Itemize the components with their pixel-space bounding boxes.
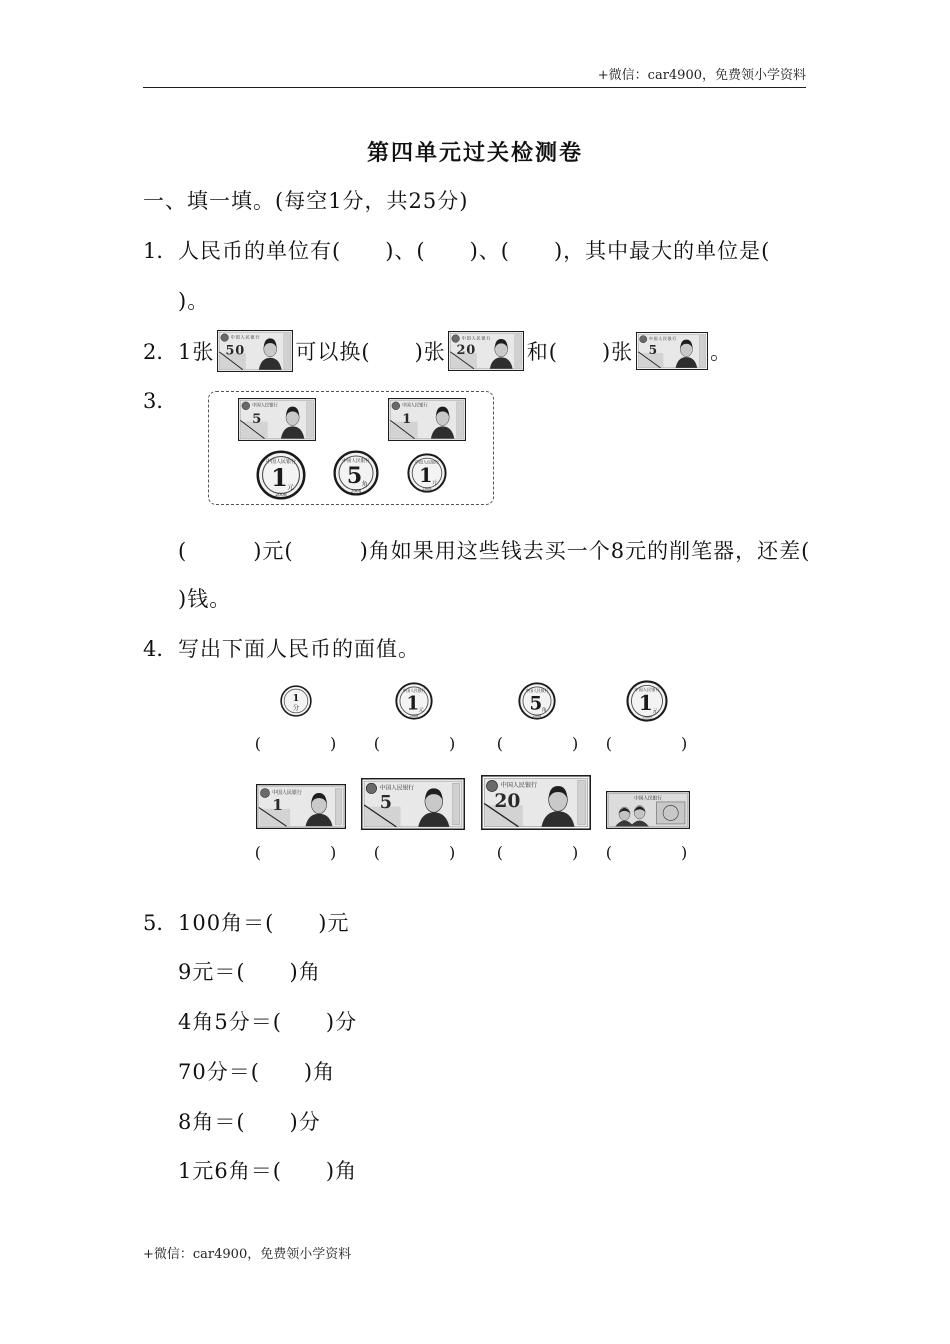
banknote-drawing xyxy=(238,398,316,441)
conversion-item: 4角5分＝( )分 xyxy=(178,1010,358,1034)
coin-drawing xyxy=(407,453,447,493)
conversion-row xyxy=(178,1155,357,1185)
note-denomination: 50 xyxy=(225,343,246,359)
page-title: 第四单元过关检测卷 xyxy=(366,140,583,166)
banknote-drawing xyxy=(361,778,465,830)
coin-denomination: 1 xyxy=(292,693,300,704)
note-side-band xyxy=(578,781,586,825)
note-side-band xyxy=(335,789,341,825)
banknote-drawing xyxy=(388,398,466,441)
footer-watermark: +微信：car4900，免费领小学资料 xyxy=(143,1247,352,1262)
note-issuer: 中国人民银行 xyxy=(272,789,302,796)
national-emblem-icon xyxy=(640,336,647,343)
coin-drawing xyxy=(395,682,433,720)
coin-denomination: 1 xyxy=(271,463,288,492)
conversion-item: 8角＝( )分 xyxy=(178,1110,321,1134)
coin-drawing xyxy=(280,685,312,717)
banknote-5-yuan xyxy=(361,778,465,830)
question-number: 4． xyxy=(143,637,178,661)
question-2-text-a: 1张 xyxy=(178,340,215,364)
note-side-band xyxy=(515,335,520,367)
coin-1-yuan xyxy=(256,450,306,500)
coin-unit: 分 xyxy=(292,703,300,712)
coin-issuer: 中国人民银行 xyxy=(402,687,426,693)
note-side-band xyxy=(307,402,312,437)
banknote-drawing xyxy=(606,791,690,829)
banknote-drawing xyxy=(481,775,591,830)
note-side-band xyxy=(284,334,289,368)
banknote-1-yuan xyxy=(388,398,466,441)
coin-1-fen xyxy=(280,685,312,717)
coin-unit: 角 xyxy=(361,480,368,488)
coin-unit: 角 xyxy=(541,707,547,714)
coin-issuer: 中国人民银行 xyxy=(415,459,439,465)
note-issuer: 中国人民银行 xyxy=(634,796,662,802)
conversion-item: 100角＝( )元 xyxy=(178,911,350,935)
question-1-text-end: )。 xyxy=(178,289,210,313)
coin-drawing xyxy=(256,450,306,500)
note-issuer: 中国人民银行 xyxy=(461,335,491,341)
answer-blank: ( ) xyxy=(254,843,338,862)
note-issuer: 中国人民银行 xyxy=(649,335,678,341)
question-3-text xyxy=(178,535,810,565)
national-emblem-icon xyxy=(242,402,250,410)
coin-issuer: 中国人民银行 xyxy=(634,686,660,692)
question-number: 2． xyxy=(143,340,178,364)
note-denomination: 5 xyxy=(648,343,659,358)
question-3-continued xyxy=(178,583,231,613)
national-emblem-icon xyxy=(392,402,400,410)
banknote-50-yuan xyxy=(217,330,293,372)
conversion-row xyxy=(178,1006,357,1036)
note-issuer: 中国人民银行 xyxy=(500,782,538,790)
coin-drawing xyxy=(333,450,379,496)
note-side-band xyxy=(700,336,705,367)
answer-blank: ( ) xyxy=(373,734,457,753)
coin-5-jiao xyxy=(333,450,379,496)
note-denomination: 20 xyxy=(494,789,521,812)
coin-year: 2008 xyxy=(350,488,362,494)
coin-issuer: 中国人民银行 xyxy=(342,458,370,464)
conversion-row xyxy=(178,956,321,986)
answer-blank: ( ) xyxy=(496,843,580,862)
note-denomination: 5 xyxy=(379,792,393,814)
note-issuer: 中国人民银行 xyxy=(231,334,261,340)
coin-5-jiao xyxy=(518,682,556,720)
coin-year: 2008 xyxy=(532,713,542,718)
answer-blank: ( ) xyxy=(496,734,580,753)
banknote-drawing xyxy=(448,331,524,371)
coin-year: 2008 xyxy=(409,713,419,718)
coin-denomination: 5 xyxy=(346,463,363,490)
coin-1-yuan xyxy=(395,682,433,720)
coin-1-yuan xyxy=(626,680,668,722)
note-side-band xyxy=(453,783,460,825)
banknote-drawing xyxy=(217,330,293,372)
question-3-text-end: )钱。 xyxy=(178,587,232,611)
note-issuer: 中国人民银行 xyxy=(252,403,278,409)
coin-unit: 元 xyxy=(652,708,658,715)
question-number: 3． xyxy=(143,389,178,413)
header-rule xyxy=(143,87,806,88)
coin-unit: 元 xyxy=(287,483,294,491)
conversion-row xyxy=(178,1056,335,1086)
banknote-5-yuan xyxy=(238,398,316,441)
note-issuer: 中国人民银行 xyxy=(402,403,428,409)
coin-denomination: 1 xyxy=(419,463,433,487)
national-emblem-icon xyxy=(261,789,270,798)
question-1-continued xyxy=(178,285,209,315)
national-emblem-icon xyxy=(221,334,229,342)
coin-denomination: 5 xyxy=(529,693,543,715)
note-denomination: 5 xyxy=(252,411,262,427)
note-denomination: 1 xyxy=(272,796,283,815)
question-2-text-b: 可以换( )张 xyxy=(295,340,446,364)
question-number: 1． xyxy=(143,239,178,263)
national-emblem-icon xyxy=(366,783,376,793)
header-watermark: +微信：car4900，免费领小学资料 xyxy=(597,68,806,83)
banknote-20-yuan xyxy=(448,331,524,371)
coin-1-yuan xyxy=(407,453,447,493)
coin-denomination: 1 xyxy=(406,693,420,715)
conversion-item: 70分＝( )角 xyxy=(178,1060,336,1084)
conversion-item: 9元＝( )角 xyxy=(178,960,321,984)
banknote-20-yuan xyxy=(481,775,591,830)
section-heading xyxy=(143,185,468,215)
coin-issuer: 中国人民银行 xyxy=(265,459,297,465)
coin-unit: 元 xyxy=(418,707,424,714)
section-heading-text: 一、填一填。(每空1分，共25分) xyxy=(143,189,469,213)
banknote-5-yuan xyxy=(636,332,708,370)
coin-denomination: 1 xyxy=(638,691,653,716)
question-4-prompt: 写出下面人民币的面值。 xyxy=(178,637,420,661)
answer-blank: ( ) xyxy=(373,843,457,862)
question-4 xyxy=(143,633,420,663)
answer-blank: ( ) xyxy=(605,734,689,753)
banknote-1-yuan xyxy=(256,784,346,829)
banknote-drawing xyxy=(256,784,346,829)
question-number: 5． xyxy=(143,911,178,935)
coin-year: 2008 xyxy=(642,714,652,720)
coin-drawing xyxy=(626,680,668,722)
coin-year: 2008 xyxy=(422,486,432,491)
national-emblem-icon xyxy=(452,335,460,343)
banknote-drawing xyxy=(636,332,708,370)
note-denomination: 1 xyxy=(402,411,412,427)
question-3 xyxy=(143,385,178,415)
question-5 xyxy=(143,907,349,937)
conversion-row xyxy=(178,1106,321,1136)
question-3-text-line: ( )元( )角如果用这些钱去买一个8元的削笔器，还差( xyxy=(178,539,811,563)
coin-drawing xyxy=(518,682,556,720)
question-2-text-d: 。 xyxy=(710,340,733,364)
note-issuer: 中国人民银行 xyxy=(379,785,415,792)
note-denomination: 20 xyxy=(456,343,476,359)
question-2-text-c: 和( )张 xyxy=(526,340,634,364)
answer-blank: ( ) xyxy=(254,734,338,753)
coin-year: 2008 xyxy=(275,493,287,498)
note-side-band xyxy=(457,402,462,437)
question-1 xyxy=(143,235,770,265)
conversion-item: 1元6角＝( )角 xyxy=(178,1159,358,1183)
banknote-old-series xyxy=(606,791,690,829)
answer-blank: ( ) xyxy=(605,843,689,862)
question-1-text: 人民币的单位有( )、( )、( )，其中最大的单位是( xyxy=(178,239,771,263)
coin-unit: 元 xyxy=(431,480,438,487)
coin-issuer: 中国人民银行 xyxy=(525,687,549,693)
question-2 xyxy=(143,328,732,374)
